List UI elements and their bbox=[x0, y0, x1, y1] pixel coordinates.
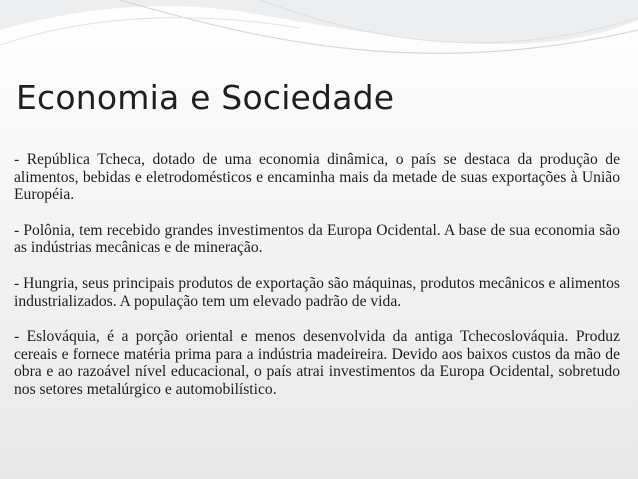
paragraph-republica-tcheca: - República Tcheca, dotado de uma economia dinâmica, o país se destaca da produção de alimentos, bebidas e eletrodomésticos e encaminha mais da metade de suas exportações à União Européia. bbox=[14, 151, 620, 204]
slide-body bbox=[14, 151, 620, 417]
paragraph-eslovaquia: - Eslováquia, é a porção oriental e menos desenvolvida da antiga Tchecoslováquia. Produz cereais e fornece matéria prima para a indústria madeireira. Devido aos baixos custos da mão de obra e ao razoável nível educacional, o país atrai investimentos da Europa Ocidental, sobretudo nos setores metalúrgico e automobilístico. bbox=[14, 328, 620, 398]
paragraph-polonia: - Polônia, tem recebido grandes investimentos da Europa Ocidental. A base de sua economia são as indústrias mecânicas e de mineração. bbox=[14, 221, 620, 257]
paragraph-hungria: - Hungria, seus principais produtos de exportação são máquinas, produtos mecânicos e alimentos industrializados. A população tem um elevado padrão de vida. bbox=[14, 274, 620, 310]
slide-title: Economia e Sociedade bbox=[16, 78, 395, 117]
